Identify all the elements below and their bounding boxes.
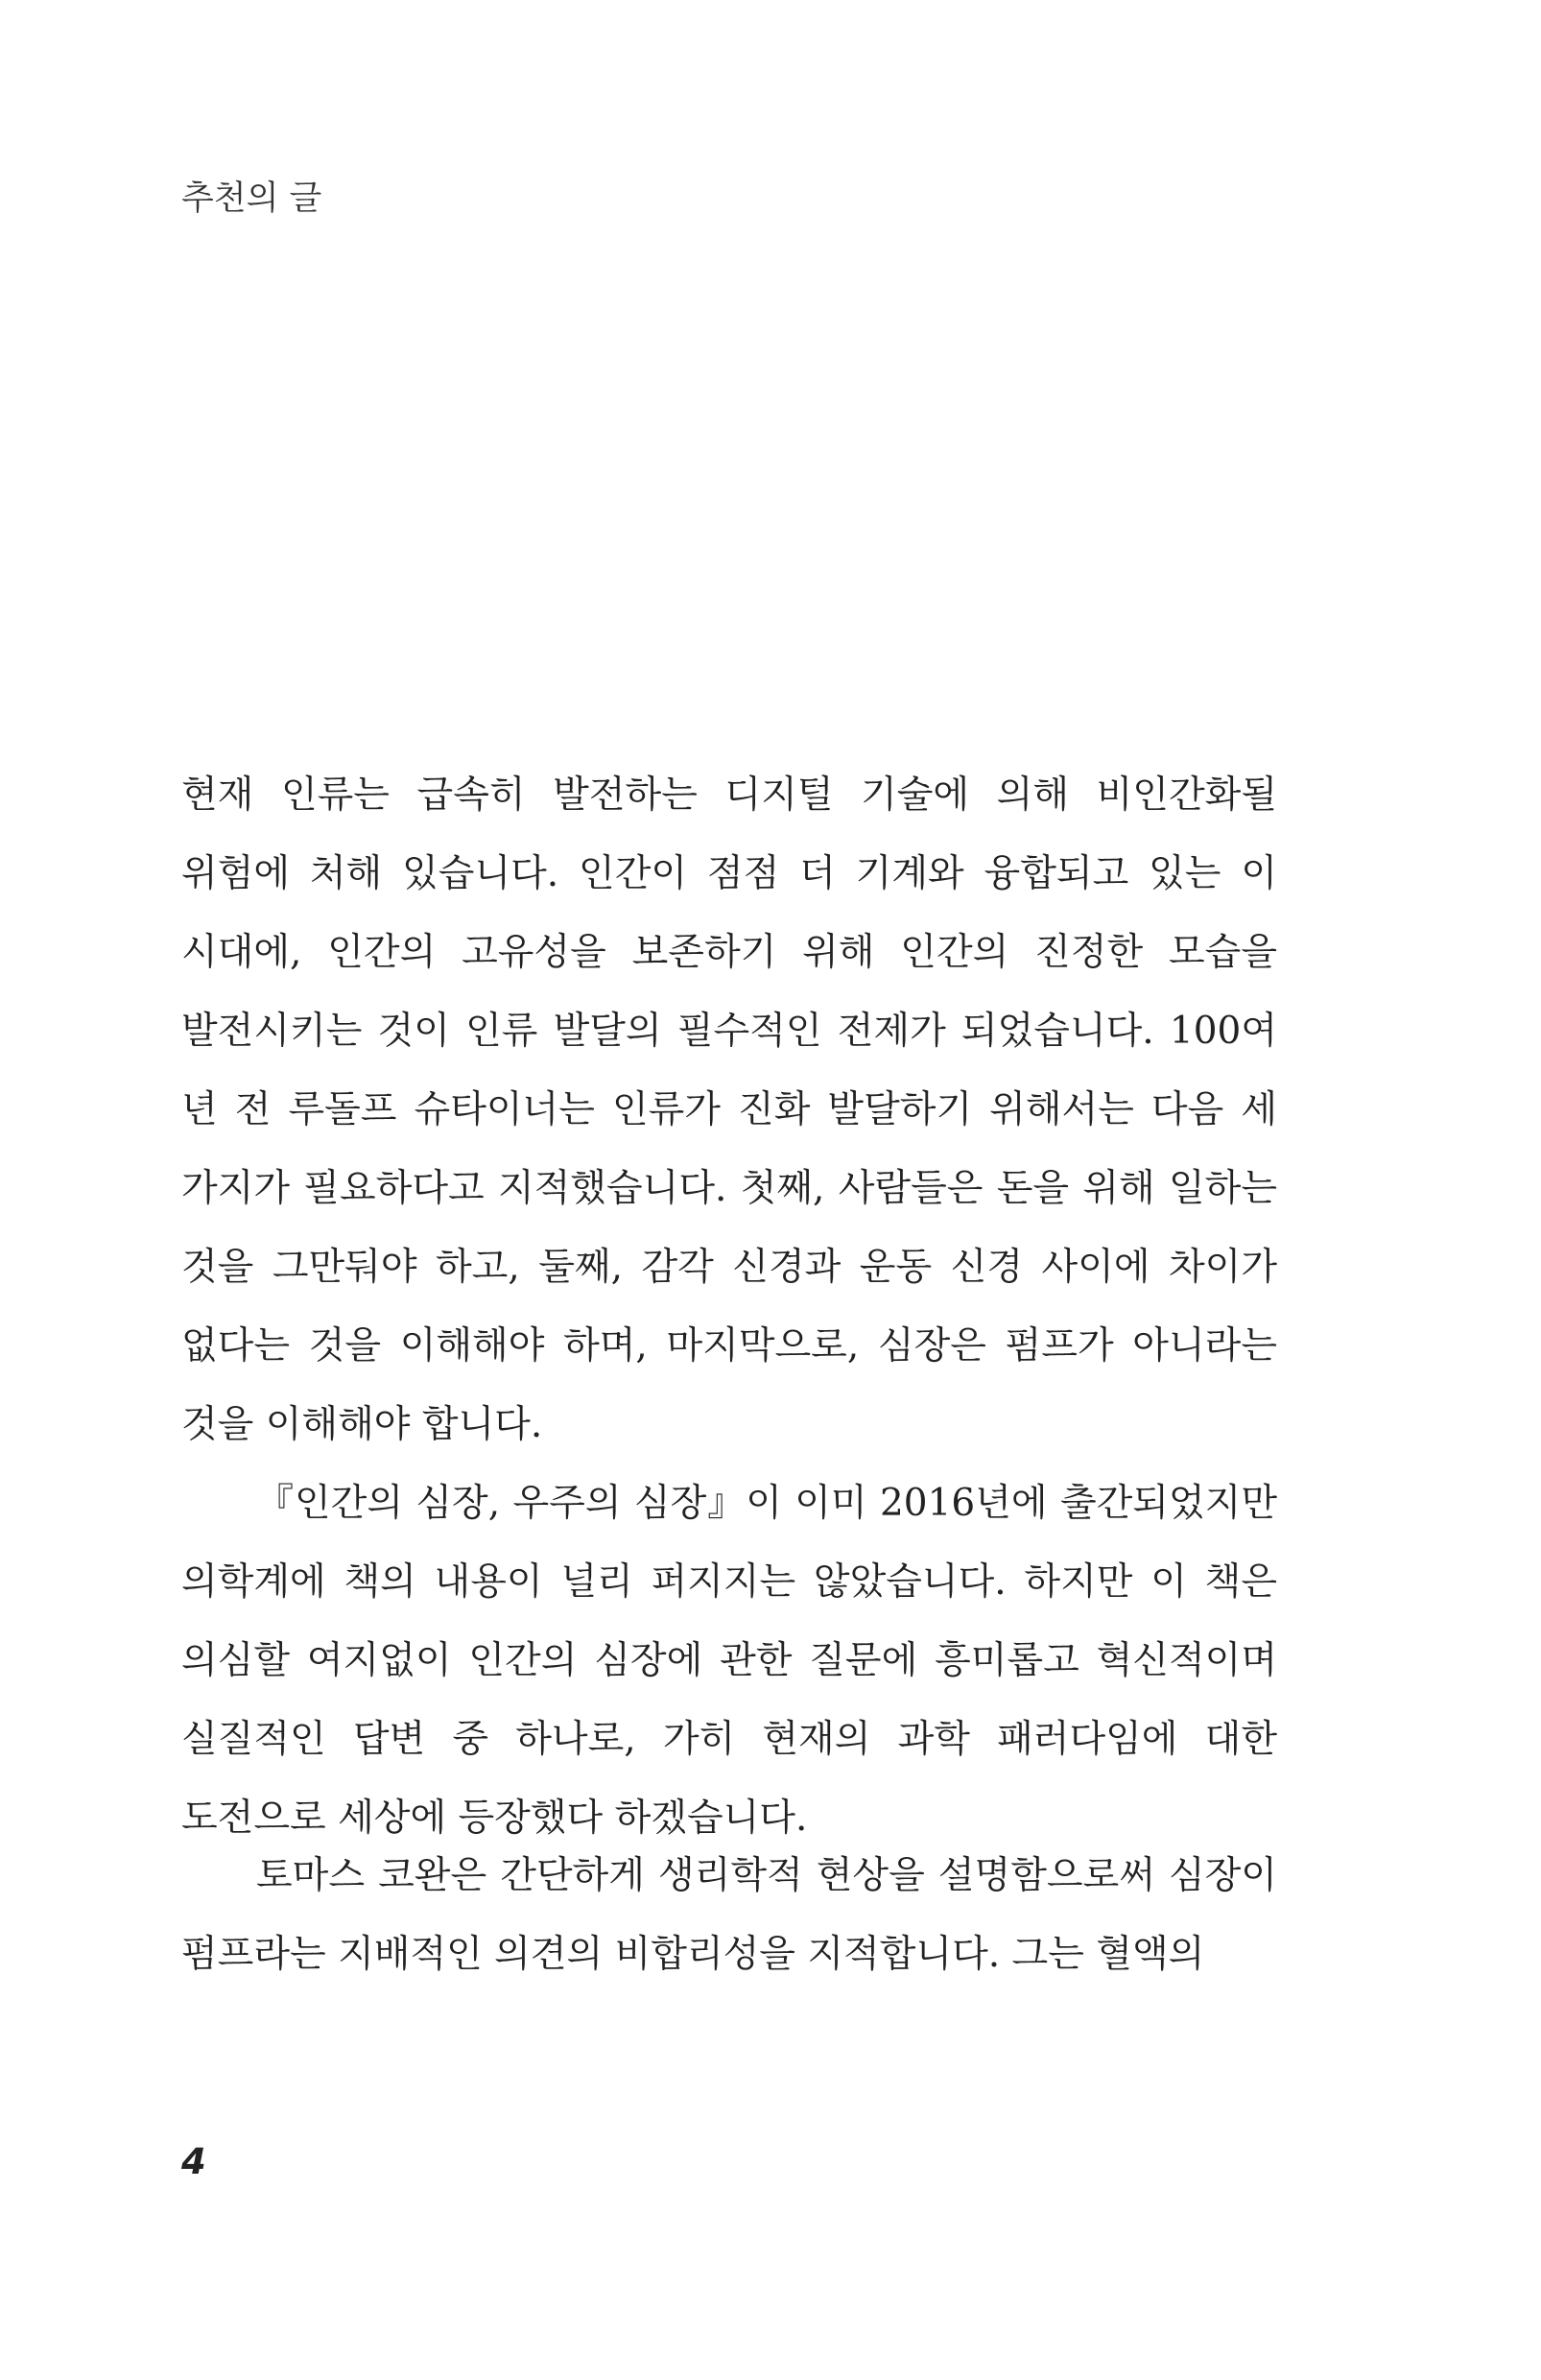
- body-text-block-continued: [181, 1837, 1277, 1994]
- paragraph-1: 현재 인류는 급속히 발전하는 디지털 기술에 의해 비인간화될 위험에 처해 있습니다. 인간이 점점 더 기계와 융합되고 있는 이 시대에, 인간의 고유성을 보존하기 위해 인간의 진정한 모습을 발전시키는 것이 인류 발달의 필수적인 전제가 되었습니다. 100여 년 전 루돌프 슈타이너는 인류가 진화 발달하기 위해서는 다음 세 가지가 필요하다고 지적했습니다. 첫째, 사람들은 돈을 위해 일하는 것을 그만둬야 하고, 둘째, 감각 신경과 운동 신경 사이에 차이가 없다는 것을 이해해야 하며, 마지막으로, 심장은 펌프가 아니라는 것을 이해해야 합니다.: [181, 774, 1277, 1446]
- body-text-block: [181, 756, 1277, 1858]
- paragraph-2: 『인간의 심장, 우주의 심장』이 이미 2016년에 출간되었지만 의학계에 책의 내용이 널리 퍼지지는 않았습니다. 하지만 이 책은 의심할 여지없이 인간의 심장에 관한 질문에 흥미롭고 혁신적이며 실질적인 답변 중 하나로, 가히 현재의 과학 패러다임에 대한 도전으로 세상에 등장했다 하겠습니다.: [181, 1482, 1277, 1840]
- running-head-title: 추천의 글: [181, 179, 322, 218]
- page-number: 4: [181, 2141, 206, 2182]
- paragraph-3: 토마스 코완은 간단하게 생리학적 현상을 설명함으로써 심장이 펌프라는 지배적인 의견의 비합리성을 지적합니다. 그는 혈액의: [181, 1854, 1277, 1976]
